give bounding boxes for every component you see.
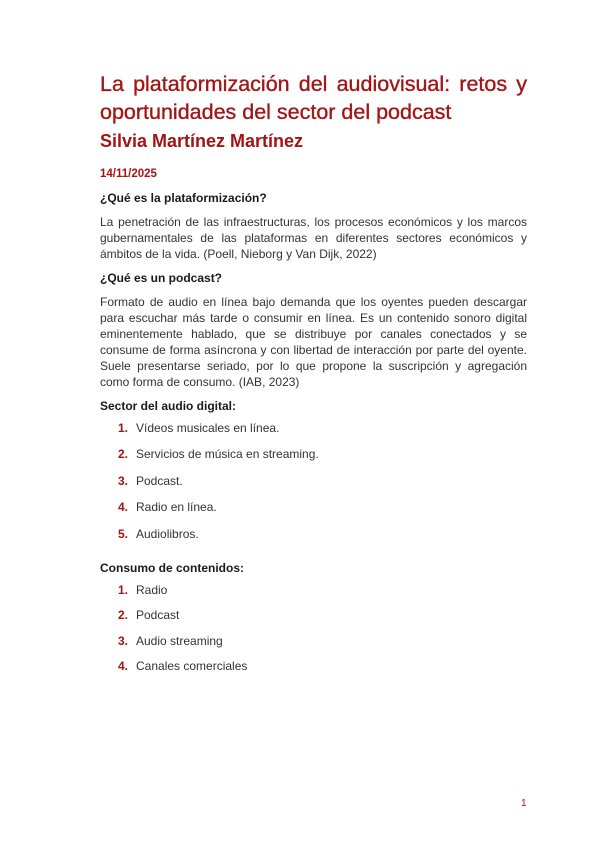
list-item-number: 2. xyxy=(118,608,129,623)
list-item-text: Canales comerciales xyxy=(136,659,248,674)
page-number: 1 xyxy=(521,798,527,809)
list-item-number: 3. xyxy=(118,633,129,648)
list-item xyxy=(100,582,527,607)
list-item-text: Servicios de música en streaming. xyxy=(136,447,319,462)
list-item-text: Vídeos musicales en línea. xyxy=(136,421,280,435)
section-paragraph-podcast: Formato de audio en línea bajo demanda que los oyentes pueden descargar para escuchar más tarde o consumir en línea. Es un contenido sonoro digital eminentemente hablado, que se distribuye por canales conectados y se consume de forma asíncrona y con libertad de interacción por parte del oyente. Suele presentarse seriado, por lo que propone la suscripción y agregación como forma de consumo. (IAB, 2023) xyxy=(100,295,527,389)
list-item-number: 4. xyxy=(118,659,129,674)
list-item-number: 1. xyxy=(118,421,129,435)
section-heading-content-consumption: Consumo de contenidos: xyxy=(100,560,244,575)
list-item-number: 4. xyxy=(118,500,129,515)
list-item xyxy=(100,607,527,632)
list-item xyxy=(100,473,527,499)
section-heading-platformization: ¿Qué es la plataformización? xyxy=(100,191,267,205)
list-item-number: 2. xyxy=(118,447,129,462)
list-item-text: Radio xyxy=(136,582,168,597)
document-date: 14/11/2025 xyxy=(100,168,157,180)
list-item-text: Audiolibros. xyxy=(136,526,199,541)
list-item-number: 1. xyxy=(118,582,129,597)
list-item xyxy=(100,526,527,552)
document-page xyxy=(100,70,527,684)
list-item xyxy=(100,499,527,525)
digital-audio-list xyxy=(100,420,527,552)
list-item-text: Audio streaming xyxy=(136,633,223,648)
document-author: Silvia Martínez Martínez xyxy=(100,131,304,151)
list-item-text: Podcast. xyxy=(136,473,183,488)
list-item xyxy=(100,420,527,446)
list-item-text: Radio en línea. xyxy=(136,500,217,515)
list-item xyxy=(100,633,527,658)
list-item-number: 5. xyxy=(118,526,129,541)
list-item xyxy=(100,446,527,472)
section-heading-digital-audio: Sector del audio digital: xyxy=(100,399,237,413)
list-item-text: Podcast xyxy=(136,608,180,623)
section-heading-podcast: ¿Qué es un podcast? xyxy=(100,271,223,285)
list-item xyxy=(100,658,527,683)
list-item-number: 3. xyxy=(118,473,129,488)
section-paragraph-platformization: La penetración de las infraestructuras, los procesos económicos y los marcos gubernamentales de las plataformas en diferentes sectores económicos y ámbitos de la vida. (Poell, Nieborg y Van Dijk, 2022) xyxy=(100,215,527,261)
document-title: La plataformización del audiovisual: retos y oportunidades del sector del podcast xyxy=(100,72,527,124)
content-consumption-list xyxy=(100,582,527,684)
